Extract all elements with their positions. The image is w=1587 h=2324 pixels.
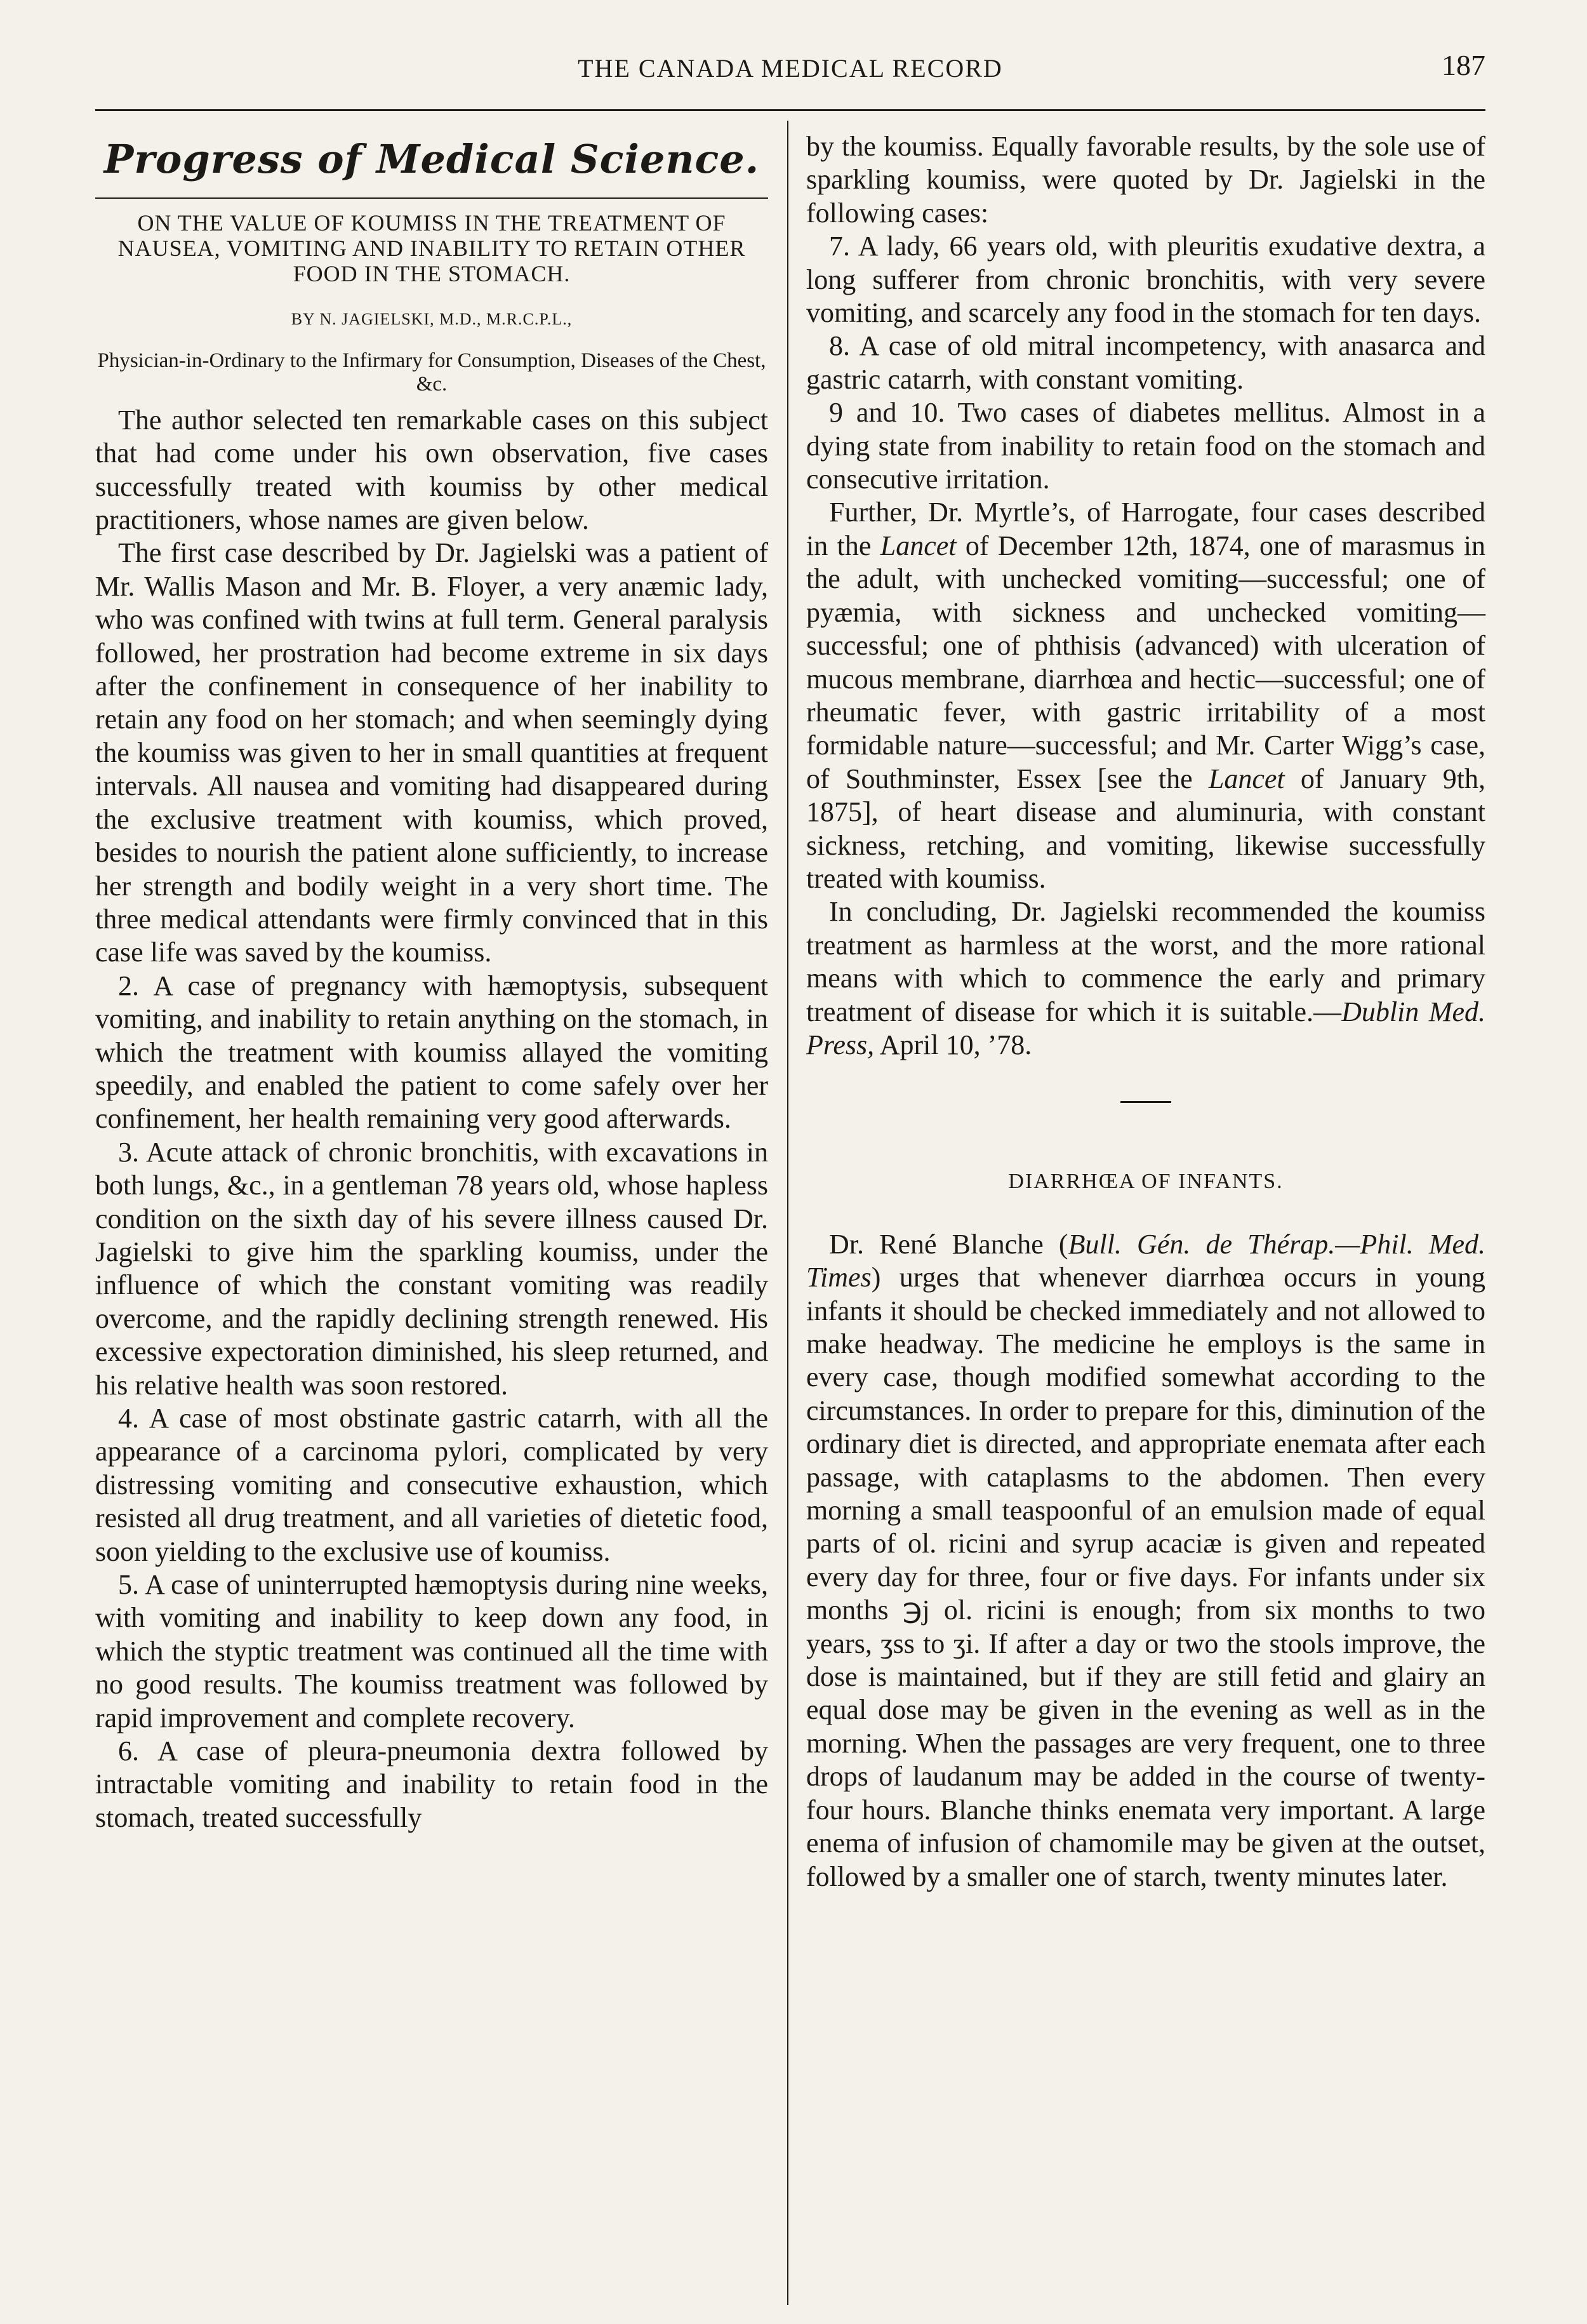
- paragraph: 2. A case of pregnancy with hæmoptysis, subsequent vomiting, and inability to retain anything on the stomach, in which the treatment with koumiss allayed the vomiting speedily, and enabled the patient to come safely over her confinement, her health remaining very good afterwards.: [95, 970, 768, 1135]
- text-run: Further, Dr. Myrtle’s, of Harrogate, four cases described in the: [806, 497, 1485, 561]
- page-number: 187: [1442, 49, 1485, 81]
- paragraph: by the koumiss. Equally favorable results, by the sole use of sparkling koumiss, were quoted by Dr. Jagielski in the following cases:: [806, 131, 1485, 229]
- running-head: [95, 44, 1485, 89]
- article-title: DIARRHŒA OF INFANTS.: [1008, 1170, 1284, 1194]
- article-title: ON THE VALUE OF KOUMISS IN THE TREATMENT OF NAUSEA, VOMITING AND INABILITY TO RETAIN OTHER FOOD IN THE STOMACH.: [117, 210, 746, 287]
- paragraph: 4. A case of most obstinate gastric catarrh, with all the appearance of a carcinoma pylori, complicated by very distressing vomiting and consecutive exhaustion, which resisted all drug treatment, and all varieties of dietetic food, soon yielding to the exclusive use of koumiss.: [95, 1403, 768, 1567]
- journal-name: Lancet: [880, 530, 957, 561]
- column-rule: [787, 121, 788, 2305]
- paragraph: The first case described by Dr. Jagielski was a patient of Mr. Wallis Mason and Mr. B. Floyer, a very anæmic lady, who was confined with twins at full term. General paralysis followed, her prostration had become extreme in six days after the confinement in consequence of her inability to retain any food on her stomach; and when seemingly dying the koumiss was given to her in small quantities at frequent intervals. All nausea and vomiting had disappeared during the exclusive treatment with koumiss, which proved, besides to nourish the patient alone sufficiently, to increase her strength and bodily weight in a very short time. The three medical attendants were firmly convinced that in this case life was saved by the koumiss.: [95, 537, 768, 968]
- journal-name: Lancet: [1208, 763, 1285, 794]
- text-run: of December 12th, 1874, one of marasmus in the adult, with unchecked vomiting—successful; one of pyæmia, with sickness and unchecked vomiting—successful; one of phthisis (advanced) with ulceration of mucous membrane, diarrhœa and hectic—successful; one of rheumatic fever, with gastric irritability of a most formidable nature—successful; and Mr. Carter Wigg’s case, of Southminster, Essex [see the: [806, 530, 1485, 794]
- text-run: ) urges that whenever diarrhœa occurs in young infants it should be checked immediately and not allowed to make headway. The medicine he employs is the same in every case, though modified somewhat according to the circumstances. In order to prepare for this, diminution of the ordinary diet is directed, and appropriate enemata after each passage, with cataplasms to the abdomen. Then every morning a small teaspoonful of an emulsion made of equal parts of ol. ricini and syrup acaciæ is given and repeated every day for three, four or five days. For infants under six months ℈j ol. ricini is enough; from six months to two years, ʒss to ʒi. If after a day or two the stools improve, the dose is maintained, but if they are still fetid and glairy an equal dose may be given in the evening as well as in the morning. When the passages are very frequent, one to three drops of laudanum may be added in the course of twenty-four hours. Blanche thinks enemata very important. A large enema of infusion of chamomile may be given at the outset, followed by a smaller one of starch, twenty minutes later.: [806, 1262, 1485, 1892]
- header-rule: [95, 109, 1485, 111]
- citation-date: April 10, ’78.: [874, 1029, 1032, 1060]
- byline: BY N. JAGIELSKI, M.D., M.R.C.P.L.,: [291, 310, 573, 329]
- source-citation: Bull. Gén. de Thérap.—Phil. Med. Times: [806, 1228, 1485, 1293]
- paragraph: 9 and 10. Two cases of diabetes mellitus. Almost in a dying state from inability to retain food on the stomach and consecutive irritation.: [806, 397, 1485, 495]
- affiliation: Physician-in-Ordinary to the Infirmary for Consumption, Diseases of the Chest, &c.: [97, 349, 766, 396]
- left-column: [95, 130, 768, 1834]
- paragraph: The author selected ten remarkable cases on this subject that had come under his own observation, five cases successfully treated with koumiss by other medical practitioners, whose names are given below.: [95, 404, 768, 536]
- paragraph: 3. Acute attack of chronic bronchitis, with excavations in both lungs, &c., in a gentleman 78 years old, whose hapless condition on the sixth day of his severe illness caused Dr. Jagielski to give him the sparkling koumiss, under the influence of which the constant vomiting was readily overcome, and the rapidly declining strength renewed. His excessive expectoration diminished, his sleep returned, and his relative health was soon restored.: [95, 1136, 768, 1401]
- paragraph: 7. A lady, 66 years old, with pleuritis exudative dextra, a long sufferer from chronic bronchitis, with very severe vomiting, and scarcely any food in the stomach for ten days.: [806, 230, 1485, 329]
- paragraph: [806, 895, 1485, 1062]
- paragraph: 6. A case of pleura-pneumonia dextra followed by intractable vomiting and inability to retain food in the stomach, treated successfully: [95, 1735, 768, 1833]
- running-title: THE CANADA MEDICAL RECORD: [578, 54, 1003, 83]
- title-rule: [95, 197, 768, 199]
- section-heading: Progress of Medical Science.: [103, 136, 760, 182]
- paragraph: 8. A case of old mitral incompetency, with anasarca and gastric catarrh, with constant vomiting.: [806, 330, 1485, 395]
- text-run: In concluding, Dr. Jagielski recommended the koumiss treatment as harmless at the worst, and the more rational means with which to commence the early and primary treatment of disease for which it is suitable.—: [806, 896, 1485, 1027]
- paragraph: 5. A case of uninterrupted hæmoptysis during nine weeks, with vomiting and inability to keep down any food, in which the styptic treatment was continued all the time with no good results. The koumiss treatment was followed by rapid improvement and complete recovery.: [95, 1569, 768, 1733]
- article-divider: [1120, 1101, 1171, 1103]
- text-run: of January 9th, 1875], of heart disease and aluminuria, with constant sickness, retching, and vomiting, likewise successfully treated with koumiss.: [806, 763, 1485, 894]
- right-column: [806, 130, 1485, 1893]
- text-run: Dr. René Blanche (: [829, 1228, 1068, 1260]
- citation-journal: Dublin Med. Press,: [806, 996, 1485, 1060]
- paragraph: [806, 496, 1485, 895]
- paragraph: [806, 1228, 1485, 1893]
